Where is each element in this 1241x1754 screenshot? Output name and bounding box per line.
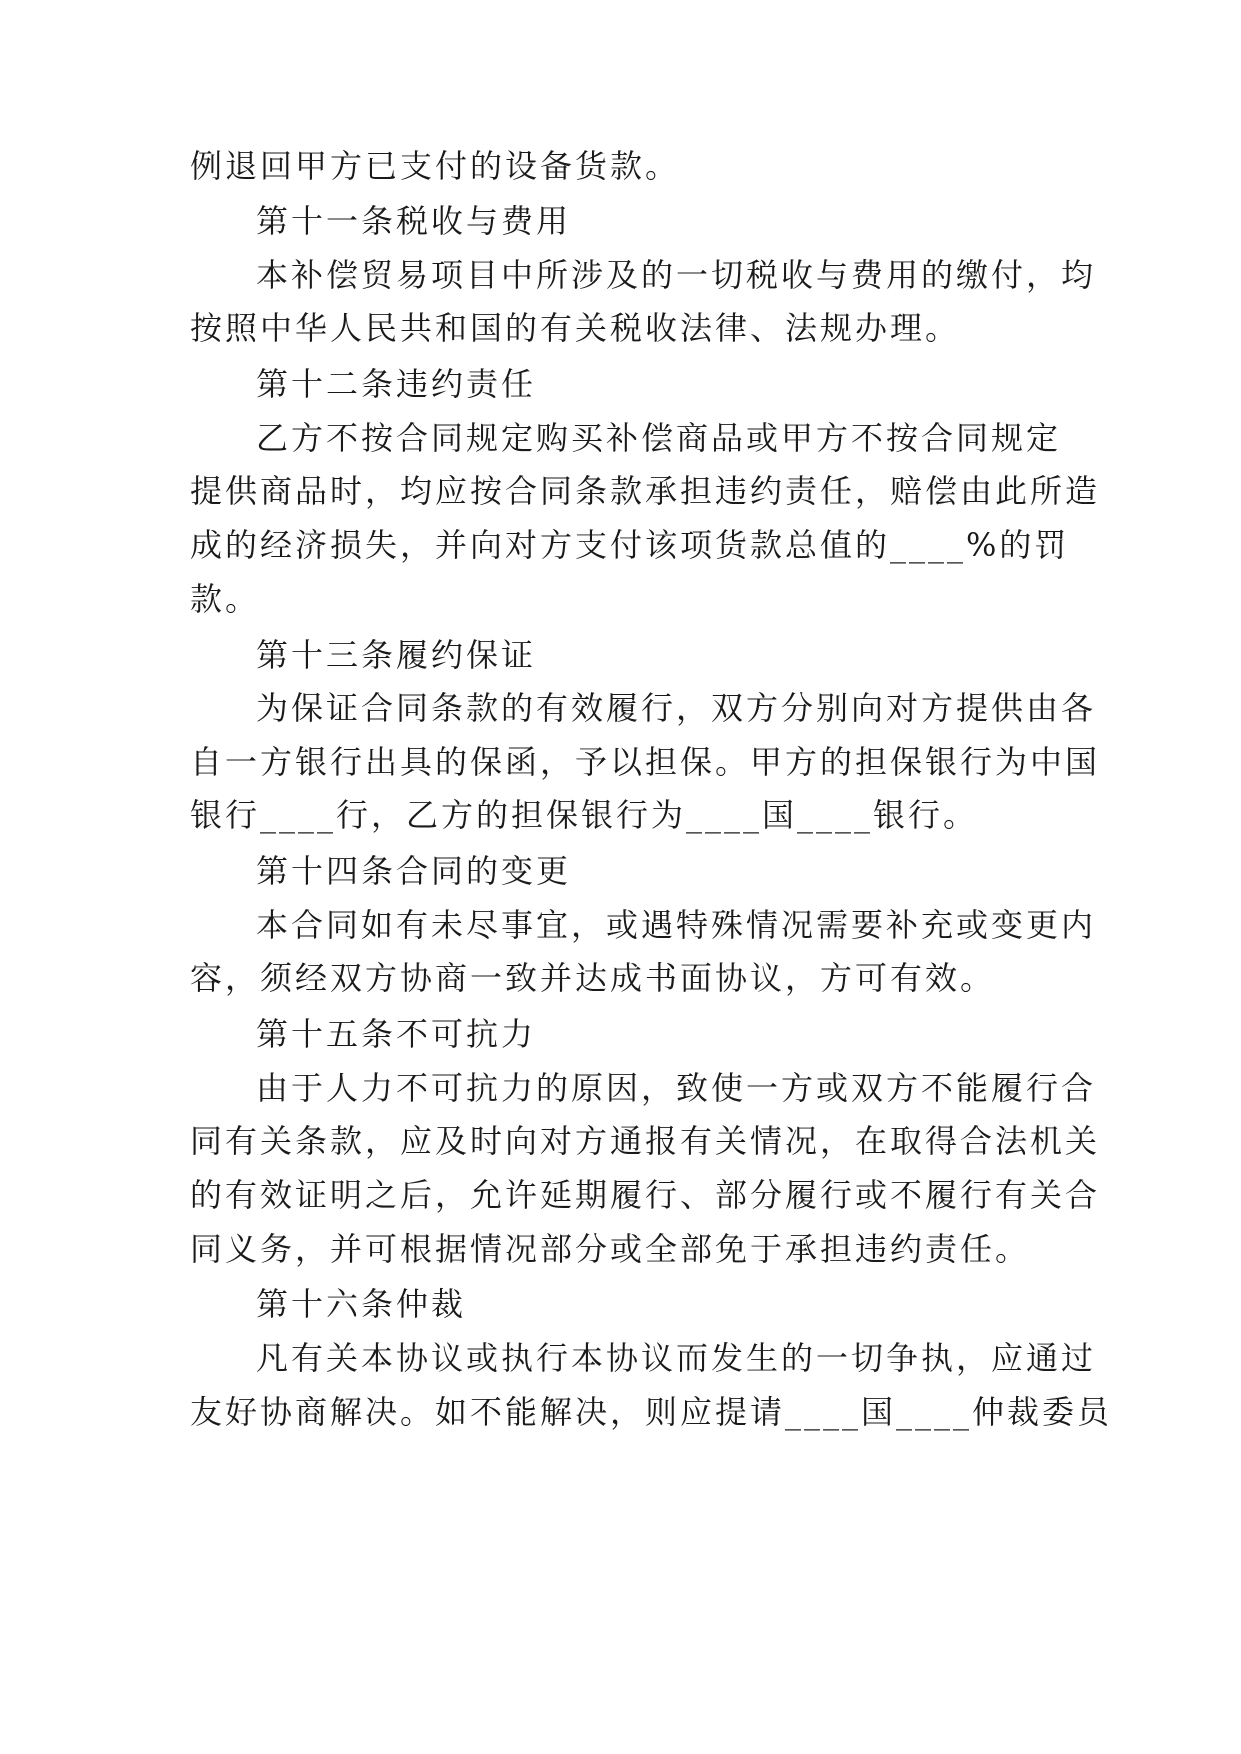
body-text-line: 例退回甲方已支付的设备货款。	[190, 147, 681, 185]
article-16-heading: 第十六条仲裁	[256, 1285, 467, 1323]
body-text-line: 本补偿贸易项目中所涉及的一切税收与费用的缴付，均	[256, 256, 1097, 294]
article-12-heading: 第十二条违约责任	[256, 365, 537, 403]
body-text-line: 容，须经双方协商一致并达成书面协议，方可有效。	[190, 959, 996, 997]
body-text-line: 由于人力不可抗力的原因，致使一方或双方不能履行合	[256, 1069, 1097, 1107]
body-text-line: 按照中华人民共和国的有关税收法律、法规办理。	[190, 309, 961, 347]
body-text-line: 款。	[190, 580, 261, 618]
body-text-line: 为保证合同条款的有效履行，双方分别向对方提供由各	[256, 689, 1097, 727]
article-11-heading: 第十一条税收与费用	[256, 202, 572, 240]
body-text-line: 友好协商解决。如不能解决，则应提请____国____仲裁委员	[190, 1393, 1113, 1431]
body-text-line: 乙方不按合同规定购买补偿商品或甲方不按合同规定	[256, 419, 1062, 457]
article-15-heading: 第十五条不可抗力	[256, 1015, 537, 1053]
article-13-heading: 第十三条履约保证	[256, 636, 537, 674]
body-text-line: 凡有关本协议或执行本协议而发生的一切争执，应通过	[256, 1339, 1097, 1377]
body-text-line: 提供商品时，均应按合同条款承担违约责任，赔偿由此所造	[190, 472, 1101, 510]
body-text-line: 同有关条款，应及时向对方通报有关情况，在取得合法机关	[190, 1122, 1101, 1160]
body-text-line: 本合同如有未尽事宜，或遇特殊情况需要补充或变更内	[256, 906, 1097, 944]
body-text-line: 的有效证明之后，允许延期履行、部分履行或不履行有关合	[190, 1176, 1101, 1214]
body-text-line: 自一方银行出具的保函，予以担保。甲方的担保银行为中国	[190, 743, 1101, 781]
body-text-line: 成的经济损失，并向对方支付该项货款总值的____%的罚	[190, 526, 1070, 564]
body-text-line: 同义务，并可根据情况部分或全部免于承担违约责任。	[190, 1230, 1031, 1268]
body-text-line: 银行____行，乙方的担保银行为____国____银行。	[190, 796, 979, 834]
article-14-heading: 第十四条合同的变更	[256, 852, 572, 890]
